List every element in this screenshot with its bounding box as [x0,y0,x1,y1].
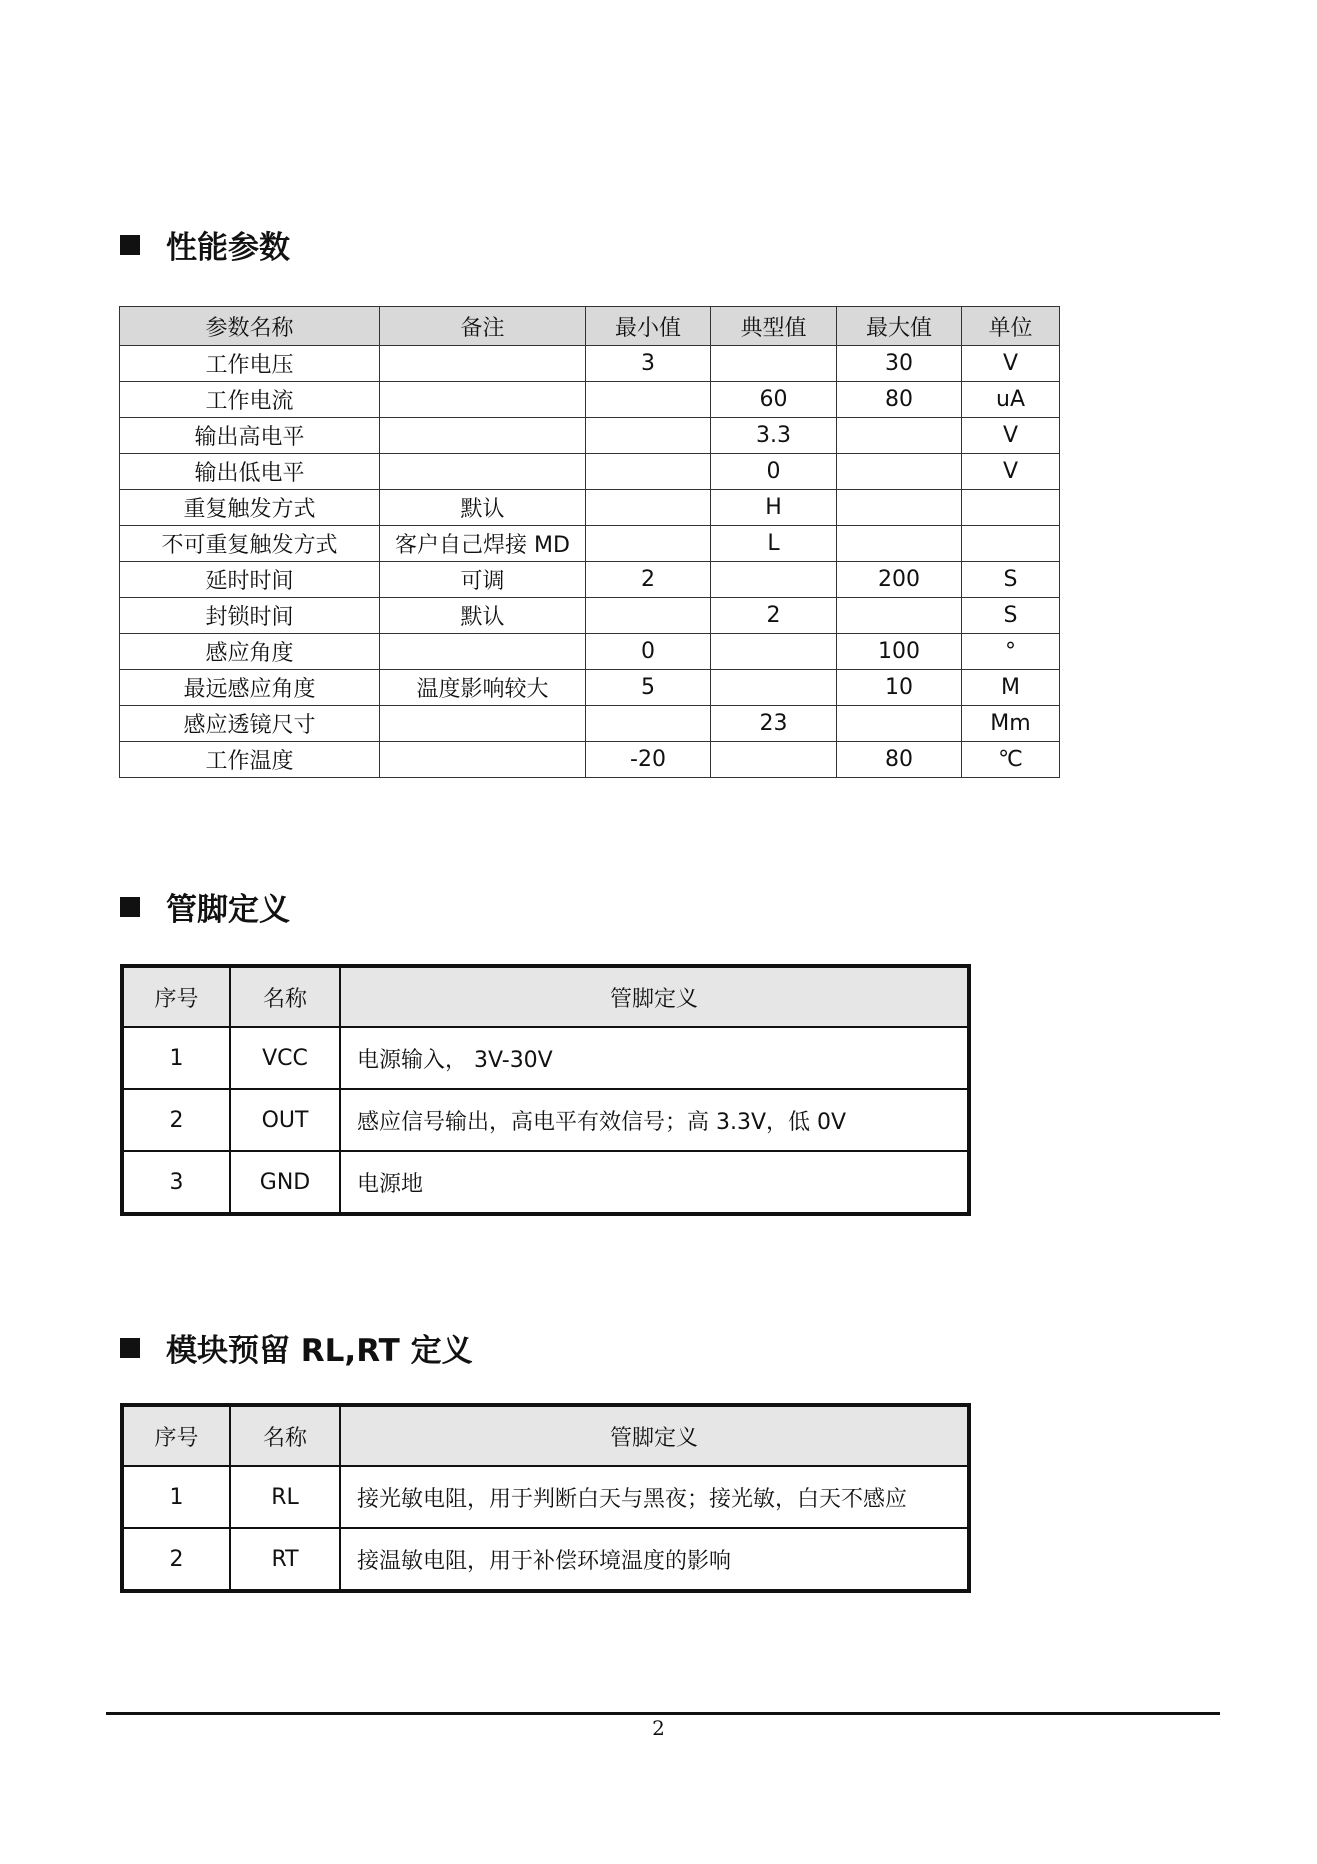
table-row [122,1151,969,1214]
table-cell: 2 [586,562,711,598]
table-cell: 3 [586,346,711,382]
header-cell: 参数名称 [120,307,380,346]
table-cell: 80 [837,382,962,418]
table-row [122,1027,969,1089]
table-cell: 5 [586,670,711,706]
table-row [120,562,1060,598]
table-cell: L [711,526,837,562]
header-cell: 最小值 [586,307,711,346]
table-row [120,634,1060,670]
table-cell [586,454,711,490]
table-cell: 温度影响较大 [380,670,586,706]
table-cell [962,490,1060,526]
table-cell [711,670,837,706]
table-header-row [122,1405,969,1466]
table-cell: 23 [711,706,837,742]
table-cell [586,706,711,742]
table-cell: ° [962,634,1060,670]
table-cell: 100 [837,634,962,670]
table-cell [711,562,837,598]
section-heading-performance [120,222,290,267]
table-cell: 感应角度 [120,634,380,670]
table-row [122,1528,969,1591]
table-cell [837,454,962,490]
table-row [122,1466,969,1528]
table-cell: Mm [962,706,1060,742]
square-bullet-icon [120,1338,140,1358]
table-cell: 3 [122,1151,230,1214]
table-cell: 可调 [380,562,586,598]
header-cell: 单位 [962,307,1060,346]
table-cell: 接温敏电阻，用于补偿环境温度的影响 [340,1528,969,1591]
table-row [120,454,1060,490]
table-cell: 重复触发方式 [120,490,380,526]
footer-divider [106,1712,1220,1715]
table-cell [586,490,711,526]
table-cell: GND [230,1151,340,1214]
table-row [120,418,1060,454]
section-title: 模块预留 RL,RT 定义 [166,1333,473,1369]
table-cell: V [962,418,1060,454]
table-cell [380,418,586,454]
table-cell: OUT [230,1089,340,1151]
pin-definition-table [120,964,971,1216]
table-cell [586,382,711,418]
table-row [120,490,1060,526]
table-cell: 默认 [380,490,586,526]
table-cell: 0 [711,454,837,490]
table-cell: 30 [837,346,962,382]
table-cell: 2 [122,1089,230,1151]
header-cell: 名称 [230,966,340,1027]
square-bullet-icon [120,235,140,255]
header-cell: 典型值 [711,307,837,346]
table-cell: S [962,598,1060,634]
table-cell: 3.3 [711,418,837,454]
table-cell: 2 [711,598,837,634]
table-header-row [120,307,1060,346]
table-cell [380,634,586,670]
section-heading-reserved [120,1325,473,1370]
performance-table [119,306,1060,778]
header-cell: 名称 [230,1405,340,1466]
table-row [120,670,1060,706]
table-cell: 60 [711,382,837,418]
table-cell: uA [962,382,1060,418]
table-cell [711,634,837,670]
page-number: 2 [652,1716,665,1740]
table-cell: RL [230,1466,340,1528]
table-cell: 最远感应角度 [120,670,380,706]
table-cell: ℃ [962,742,1060,778]
table-row [120,742,1060,778]
table-cell: 感应透镜尺寸 [120,706,380,742]
header-cell: 管脚定义 [340,966,969,1027]
header-cell: 管脚定义 [340,1405,969,1466]
table-cell: 2 [122,1528,230,1591]
header-cell: 序号 [122,1405,230,1466]
table-cell [962,526,1060,562]
table-row [120,382,1060,418]
table-row [120,346,1060,382]
table-cell: 不可重复触发方式 [120,526,380,562]
section-heading-pins [120,884,290,929]
section-title: 管脚定义 [166,892,290,928]
table-cell: 80 [837,742,962,778]
table-row [120,598,1060,634]
table-cell [711,346,837,382]
table-cell: 电源输入， 3V-30V [340,1027,969,1089]
table-cell: S [962,562,1060,598]
table-cell [837,490,962,526]
table-row [120,526,1060,562]
table-cell: 客户自己焊接 MD [380,526,586,562]
table-cell [380,706,586,742]
table-cell: 工作电流 [120,382,380,418]
table-cell: 感应信号输出，高电平有效信号；高 3.3V，低 0V [340,1089,969,1151]
table-cell: 电源地 [340,1151,969,1214]
header-cell: 备注 [380,307,586,346]
table-cell: 200 [837,562,962,598]
table-cell: 1 [122,1466,230,1528]
table-cell: 10 [837,670,962,706]
table-cell: H [711,490,837,526]
table-cell: 延时时间 [120,562,380,598]
table-cell: 工作电压 [120,346,380,382]
table-cell [586,598,711,634]
table-cell: V [962,346,1060,382]
table-cell [837,526,962,562]
table-cell [837,706,962,742]
table-cell: V [962,454,1060,490]
table-row [120,706,1060,742]
table-cell: -20 [586,742,711,778]
table-cell: RT [230,1528,340,1591]
table-cell [380,346,586,382]
table-cell: 默认 [380,598,586,634]
square-bullet-icon [120,897,140,917]
table-cell: 工作温度 [120,742,380,778]
table-header-row [122,966,969,1027]
table-cell: M [962,670,1060,706]
table-cell [380,742,586,778]
table-cell [586,526,711,562]
table-cell: 1 [122,1027,230,1089]
section-title: 性能参数 [166,230,290,266]
table-cell [380,454,586,490]
header-cell: 最大值 [837,307,962,346]
table-cell: 输出高电平 [120,418,380,454]
table-row [122,1089,969,1151]
table-cell: 输出低电平 [120,454,380,490]
table-cell: 接光敏电阻，用于判断白天与黑夜；接光敏，白天不感应 [340,1466,969,1528]
table-cell [380,382,586,418]
table-cell [837,418,962,454]
table-cell [711,742,837,778]
table-cell: 封锁时间 [120,598,380,634]
header-cell: 序号 [122,966,230,1027]
table-cell [837,598,962,634]
reserved-definition-table [120,1403,971,1593]
table-cell: 0 [586,634,711,670]
table-cell [586,418,711,454]
table-cell: VCC [230,1027,340,1089]
